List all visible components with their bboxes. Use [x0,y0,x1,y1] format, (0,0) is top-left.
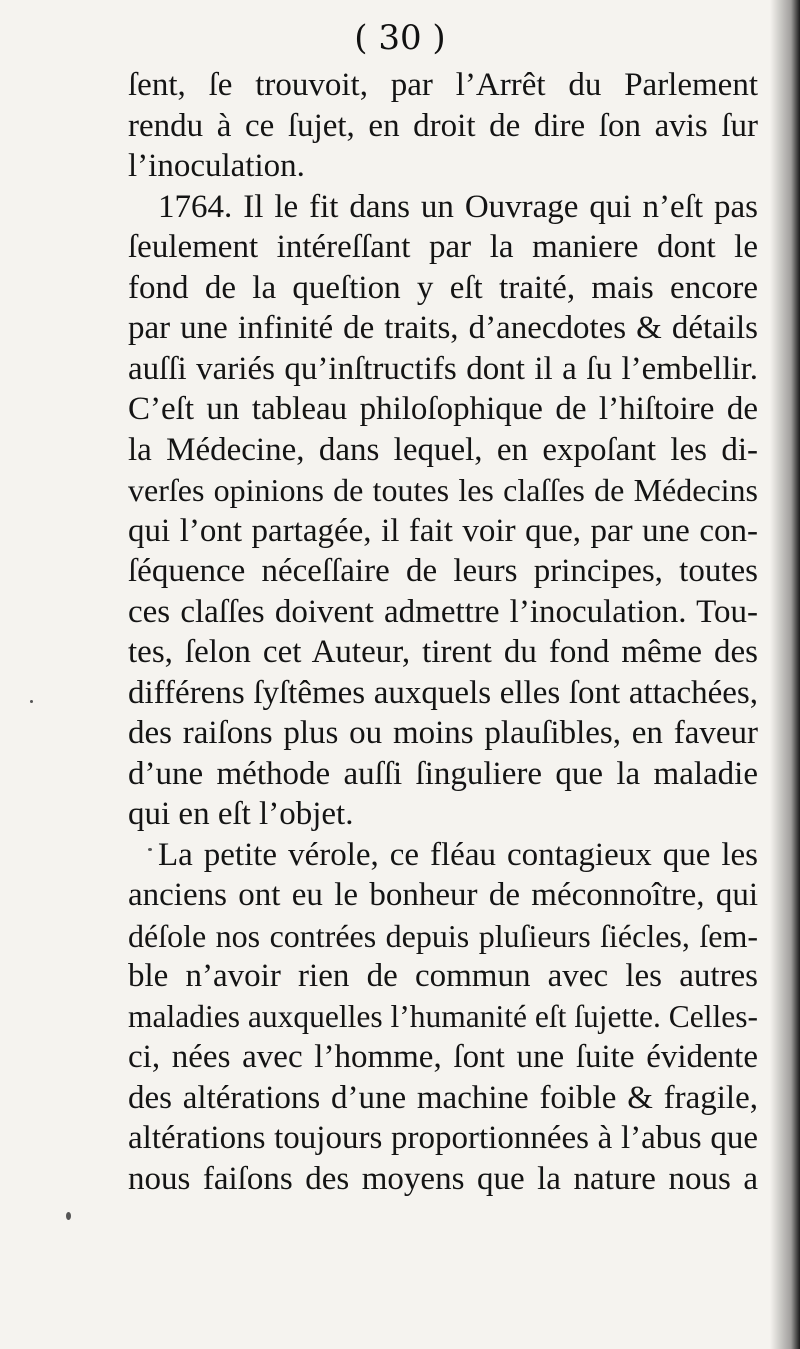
text-line: des raiſons plus ou moins plauſibles, en faveur [128,715,758,751]
text-line: C’eſt un tableau philoſophique de l’hiſtoire de [128,391,758,427]
body-text [128,65,758,1199]
text-line: auſſi variés qu’inſtructifs dont il a ſu l’embellir. [128,350,758,387]
print-speck [30,700,33,703]
text-line: déſole nos contrées depuis pluſieurs ſiécles, ſem- [128,917,758,954]
text-line: l’inoculation. [128,148,305,184]
text-line: qui en eſt l’objet. [128,796,354,832]
page-edge-shadow [770,0,800,1349]
text-line: la Médecine, dans lequel, en expoſant les di- [128,431,758,468]
text-line: verſes opinions de toutes les claſſes de Médecins [128,472,758,508]
text-line: altérations toujours proportionnées à l’abus que [128,1120,758,1156]
text-line: La petite vérole, ce fléau contagieux que les [158,836,758,873]
print-speck [148,848,152,851]
text-line: ble n’avoir rien de commun avec les autres [128,958,758,994]
text-line: qui l’ont partagée, il fait voir que, par une con- [128,512,758,549]
text-line: fond de la queſtion y eſt traité, mais encore [128,269,758,306]
text-line: tes, ſelon cet Auteur, tirent du fond même des [128,634,758,670]
text-line: ſéquence néceſſaire de leurs principes, toutes [128,553,758,589]
text-line: des altérations d’une machine foible & fragile, [128,1079,758,1116]
print-speck [66,1212,71,1220]
text-line: 1764. Il le fit dans un Ouvrage qui n’eſt pas [158,188,758,225]
page-number: ( 30 ) [354,18,446,58]
text-line: par une infinité de traits, d’anecdotes & détails [128,310,758,346]
text-line: ces claſſes doivent admettre l’inoculation. Tou- [128,593,758,630]
text-line: maladies auxquelles l’humanité eſt ſujette. Celles- [128,998,758,1034]
text-line: nous faiſons des moyens que la nature nous a [128,1160,758,1197]
text-line: différens ſyſtêmes auxquels elles ſont attachées, [128,674,758,711]
text-line: d’une méthode auſſi ſinguliere que la maladie [128,755,758,792]
text-line: ſent, ſe trouvoit, par l’Arrêt du Parlement [128,67,758,103]
text-line: ci, nées avec l’homme, ſont une ſuite évidente [128,1039,758,1075]
text-line: ſeulement intéreſſant par la maniere dont le [128,229,758,265]
text-line: anciens ont eu le bonheur de méconnoître, qui [128,877,758,913]
text-line: rendu à ce ſujet, en droit de dire ſon avis ſur [128,107,758,144]
